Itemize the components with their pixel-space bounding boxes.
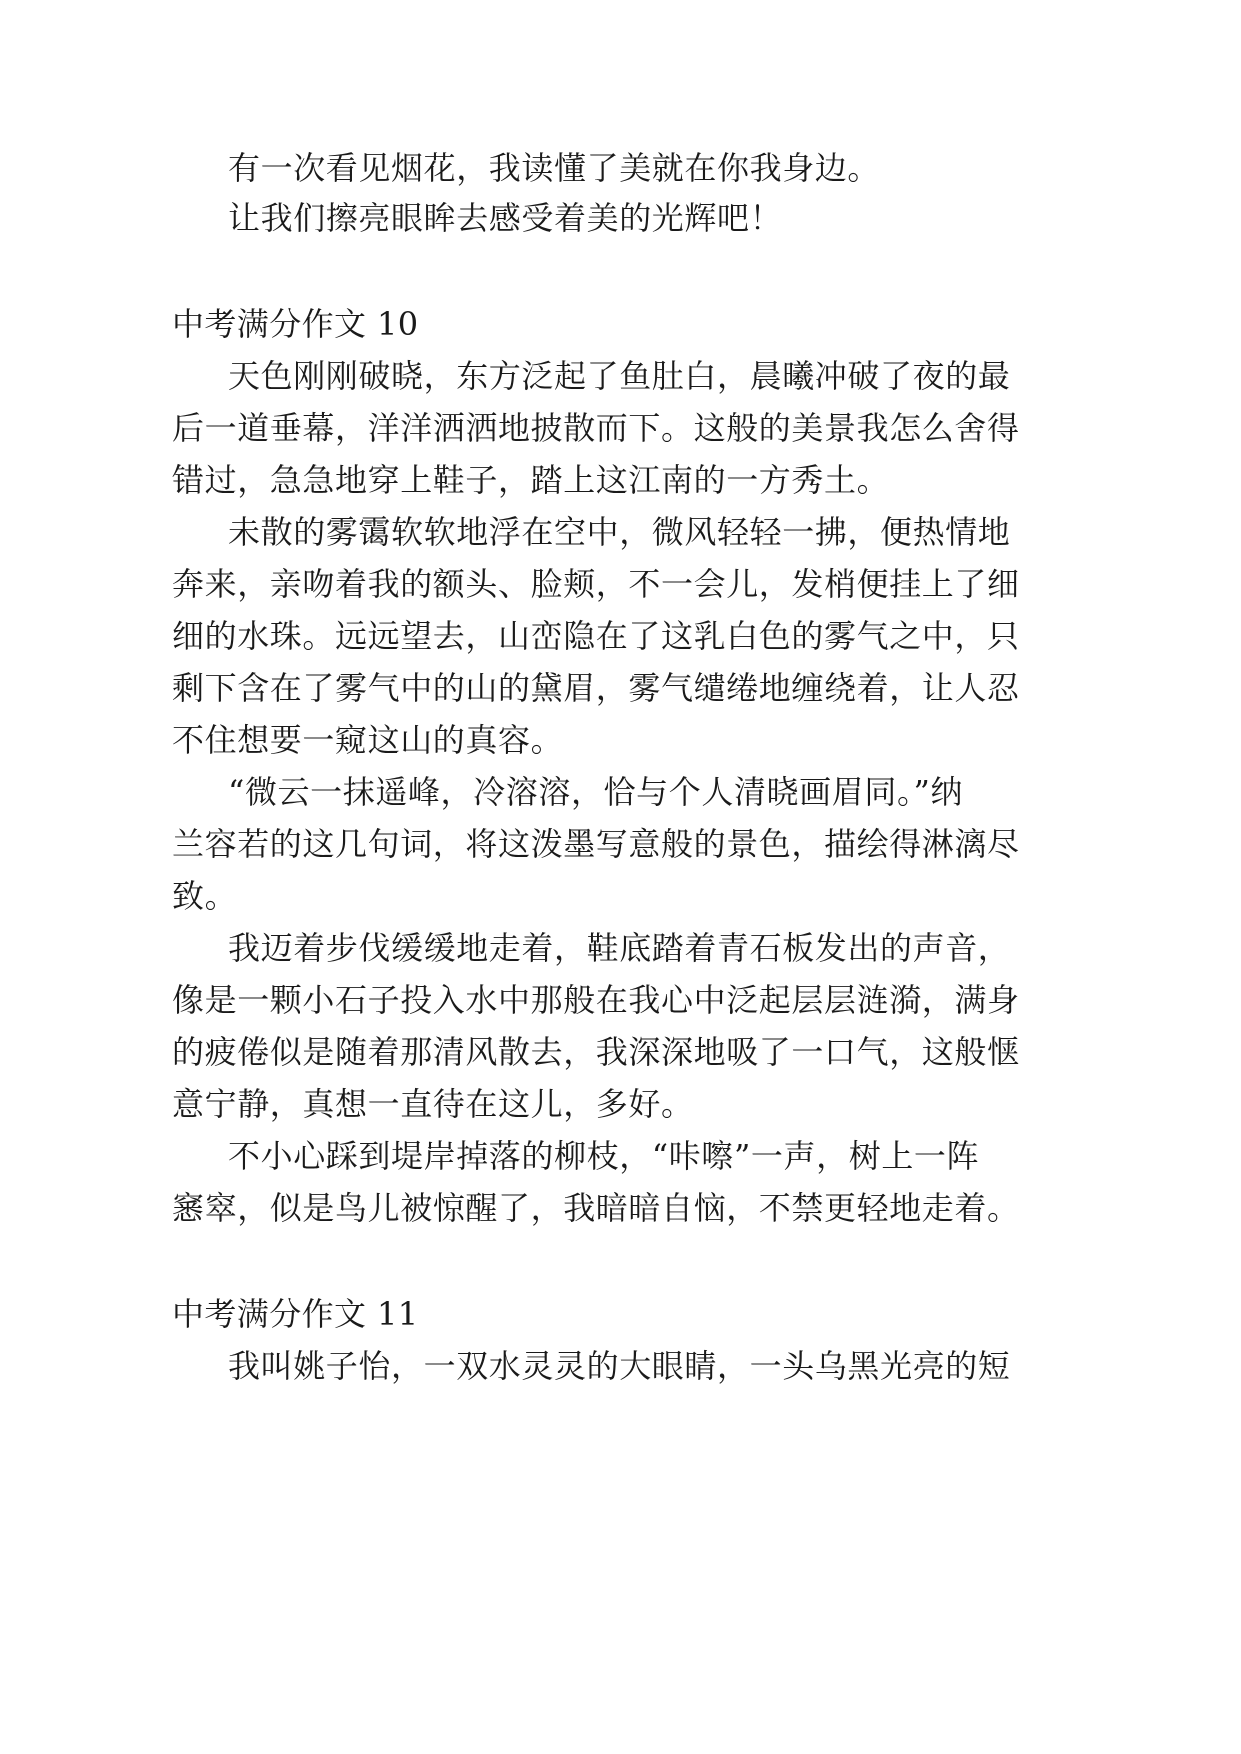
essay-11-heading: 中考满分作文 11: [172, 1295, 419, 1333]
essay-10-line: 兰容若的这几句词，将这泼墨写意般的景色，描绘得淋漓尽: [172, 825, 1020, 863]
essay-11-line: 我叫姚子怡，一双水灵灵的大眼睛，一头乌黑光亮的短: [228, 1347, 1011, 1385]
essay-10-line: 我迈着步伐缓缓地走着，鞋底踏着青石板发出的声音，: [228, 929, 1011, 967]
essay-10-line: 窸窣，似是鸟儿被惊醒了，我暗暗自恼，不禁更轻地走着。: [172, 1189, 1020, 1227]
intro-line: 让我们擦亮眼眸去感受着美的光辉吧！: [228, 199, 783, 237]
essay-10-line: 的疲倦似是随着那清风散去，我深深地吸了一口气，这般惬: [172, 1033, 1020, 1071]
essay-10-line: 天色刚刚破晓，东方泛起了鱼肚白，晨曦冲破了夜的最: [228, 357, 1011, 395]
essay-10-line: 后一道垂幕，洋洋洒洒地披散而下。这般的美景我怎么舍得: [172, 409, 1020, 447]
essay-10-heading: 中考满分作文 10: [172, 305, 419, 343]
essay-10-line: 致。: [172, 877, 238, 915]
essay-10-line: 错过，急急地穿上鞋子，踏上这江南的一方秀土。: [172, 461, 890, 499]
essay-10-line: “微云一抹遥峰，冷溶溶，恰与个人清晓画眉同。”纳: [228, 773, 964, 811]
essay-10-line: 奔来，亲吻着我的额头、脸颊，不一会儿，发梢便挂上了细: [172, 565, 1020, 603]
intro-line: 有一次看见烟花，我读懂了美就在你我身边。: [228, 149, 881, 187]
essay-10-line: 未散的雾霭软软地浮在空中，微风轻轻一拂，便热情地: [228, 513, 1011, 551]
essay-10-line: 细的水珠。远远望去，山峦隐在了这乳白色的雾气之中，只: [172, 617, 1020, 655]
essay-10-line: 像是一颗小石子投入水中那般在我心中泛起层层涟漪，满身: [172, 981, 1020, 1019]
essay-10-line: 意宁静，真想一直待在这儿，多好。: [172, 1085, 694, 1123]
essay-10-line: 剩下含在了雾气中的山的黛眉，雾气缱绻地缠绕着，让人忍: [172, 669, 1020, 707]
essay-10-line: 不小心踩到堤岸掉落的柳枝，“咔嚓”一声，树上一阵: [228, 1137, 980, 1175]
essay-10-line: 不住想要一窥这山的真容。: [172, 721, 564, 759]
